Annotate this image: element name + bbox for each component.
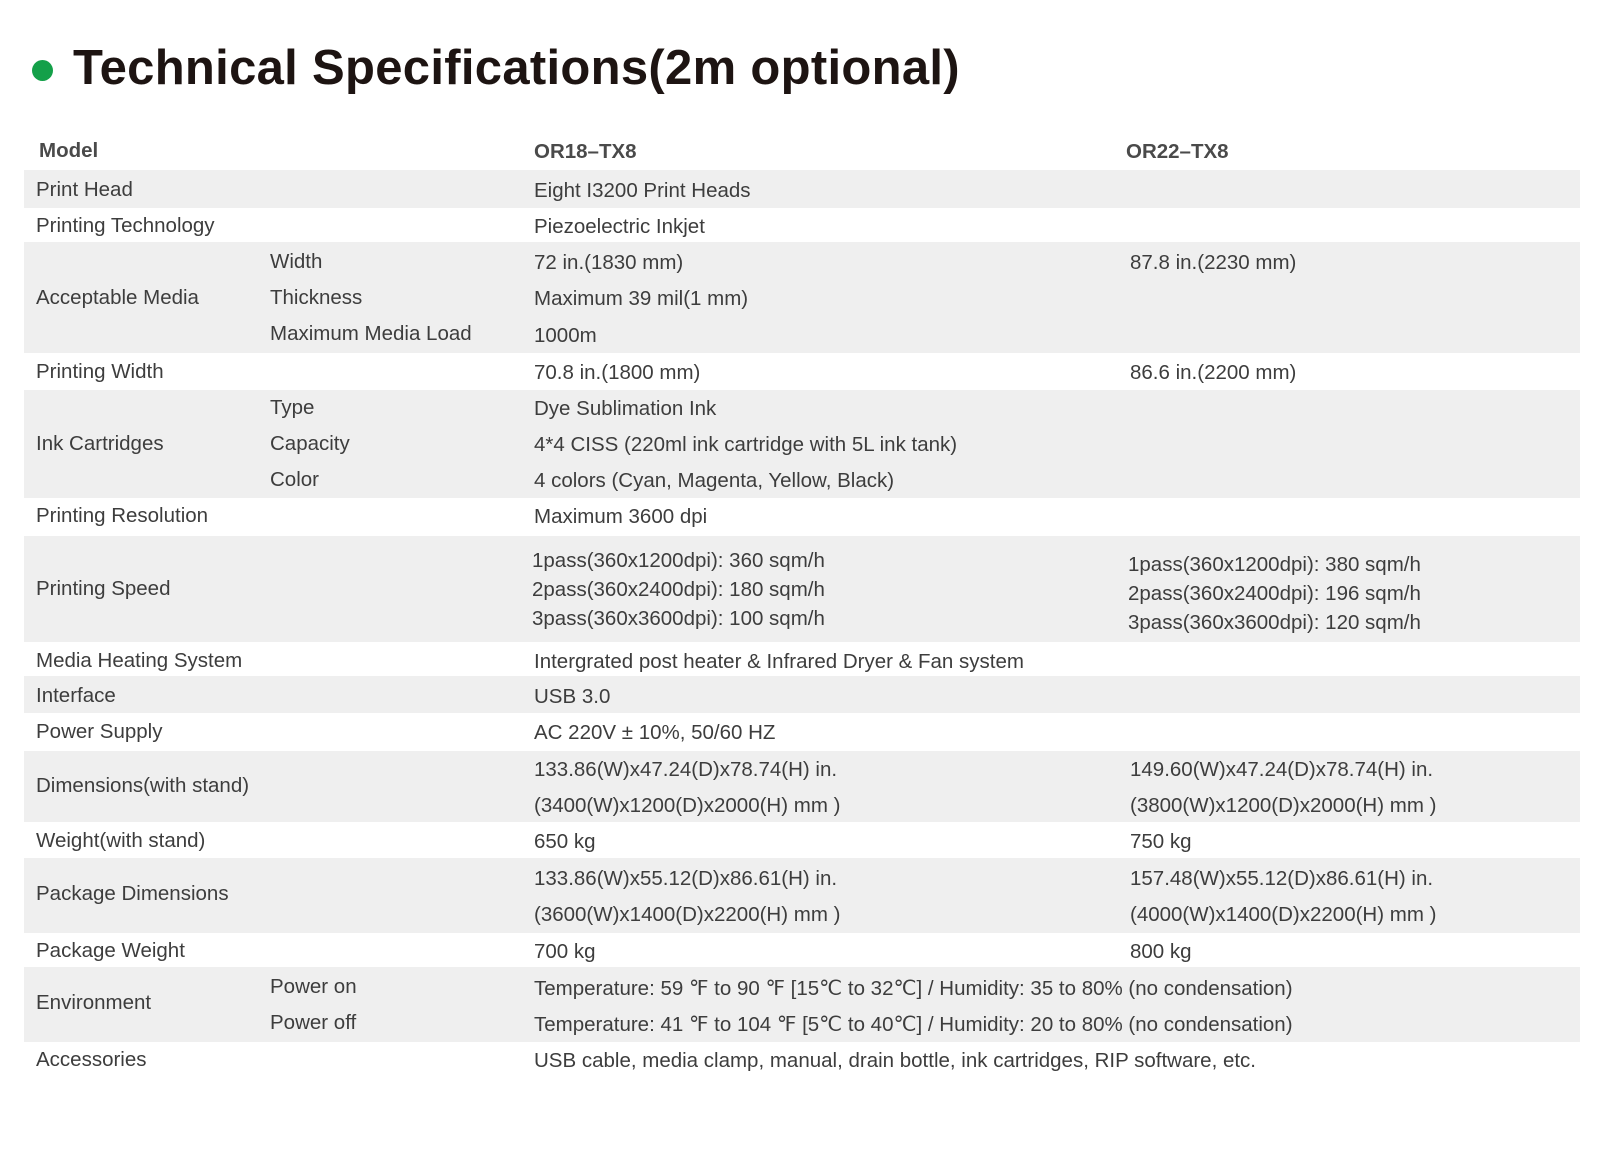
table-row (24, 676, 1580, 713)
table-row (24, 242, 1580, 353)
row-value: 72 in.(1830 mm) (534, 251, 684, 274)
row-label: Printing Resolution (36, 504, 209, 527)
speed-item: 1pass(360x1200dpi): 360 sqm/h (532, 549, 825, 572)
table-row (24, 170, 1580, 208)
row-value-2: (4000(W)x1400(D)x2200(H) mm ) (1130, 903, 1437, 926)
header-model-or18: OR18–TX8 (534, 140, 637, 163)
row-label: Interface (36, 684, 116, 707)
row-value: 4*4 CISS (220ml ink cartridge with 5L ink tank) (534, 433, 958, 456)
speed-list-or22 (1128, 550, 1421, 637)
row-value: Dye Sublimation Ink (534, 397, 717, 420)
row-label: Package Dimensions (36, 882, 229, 905)
row-value: Piezoelectric Inkjet (534, 215, 705, 238)
row-label: Printing Width (36, 360, 164, 383)
row-label: Acceptable Media (36, 286, 199, 309)
page-header (32, 38, 960, 98)
row-label: Package Weight (36, 939, 185, 962)
row-value: USB 3.0 (534, 685, 611, 708)
row-value-2: 86.6 in.(2200 mm) (1130, 361, 1297, 384)
row-label: Accessories (36, 1048, 147, 1071)
row-label: Printing Technology (36, 214, 215, 237)
green-bullet-icon (32, 60, 53, 81)
row-value: 700 kg (534, 940, 596, 963)
row-sublabel: Type (270, 396, 315, 419)
row-sublabel: Color (270, 468, 319, 491)
row-value: USB cable, media clamp, manual, drain bottle, ink cartridges, RIP software, etc. (534, 1049, 1257, 1072)
table-row (24, 536, 1580, 642)
row-value: 1000m (534, 324, 597, 347)
row-value: 650 kg (534, 830, 596, 853)
speed-item: 3pass(360x3600dpi): 120 sqm/h (1128, 611, 1421, 634)
row-label: Dimensions(with stand) (36, 774, 250, 797)
row-value-2: 800 kg (1130, 940, 1192, 963)
table-row (24, 933, 1580, 967)
row-value: (3600(W)x1400(D)x2200(H) mm ) (534, 903, 841, 926)
header-model: Model (39, 139, 99, 162)
table-row (24, 1042, 1580, 1078)
row-sublabel: Width (270, 250, 323, 273)
row-value: AC 220V ± 10%, 50/60 HZ (534, 721, 776, 744)
speed-item: 2pass(360x2400dpi): 180 sqm/h (532, 578, 825, 601)
table-row (24, 208, 1580, 242)
row-sublabel: Capacity (270, 432, 350, 455)
header-model-or22: OR22–TX8 (1126, 140, 1229, 163)
row-label: Environment (36, 991, 152, 1014)
row-value: 70.8 in.(1800 mm) (534, 361, 701, 384)
table-row (24, 967, 1580, 1042)
row-label: Media Heating System (36, 649, 243, 672)
row-value-2: 149.60(W)x47.24(D)x78.74(H) in. (1130, 758, 1434, 781)
row-sublabel: Maximum Media Load (270, 322, 472, 345)
table-row (24, 858, 1580, 933)
row-label: Printing Speed (36, 577, 171, 600)
row-value: 133.86(W)x47.24(D)x78.74(H) in. (534, 758, 838, 781)
row-value: 133.86(W)x55.12(D)x86.61(H) in. (534, 867, 838, 890)
table-header-row (24, 132, 1580, 170)
table-row (24, 390, 1580, 498)
speed-item: 3pass(360x3600dpi): 100 sqm/h (532, 607, 825, 630)
speed-list-or18 (532, 546, 825, 633)
row-value-2: (3800(W)x1200(D)x2000(H) mm ) (1130, 794, 1437, 817)
row-value: Temperature: 41 ℉ to 104 ℉ [5℃ to 40℃] / Humidity: 20 to 80% (no condensation) (534, 1013, 1293, 1036)
row-value: Maximum 3600 dpi (534, 505, 708, 528)
row-label: Print Head (36, 178, 133, 201)
table-row (24, 822, 1580, 858)
row-sublabel: Thickness (270, 286, 363, 309)
row-label: Ink Cartridges (36, 432, 164, 455)
table-row (24, 642, 1580, 676)
row-value: Maximum 39 mil(1 mm) (534, 287, 749, 310)
row-value-2: 750 kg (1130, 830, 1192, 853)
table-row (24, 751, 1580, 822)
table-row (24, 353, 1580, 390)
row-value: (3400(W)x1200(D)x2000(H) mm ) (534, 794, 841, 817)
row-label: Weight(with stand) (36, 829, 206, 852)
row-value-2: 157.48(W)x55.12(D)x86.61(H) in. (1130, 867, 1434, 890)
page-title: Technical Specifications(2m optional) (73, 41, 960, 95)
table-row (24, 713, 1580, 751)
row-value: Intergrated post heater & Infrared Dryer & Fan system (534, 650, 1024, 673)
row-sublabel: Power on (270, 975, 357, 998)
speed-item: 2pass(360x2400dpi): 196 sqm/h (1128, 582, 1421, 605)
speed-item: 1pass(360x1200dpi): 380 sqm/h (1128, 553, 1421, 576)
row-sublabel: Power off (270, 1011, 357, 1034)
row-label: Power Supply (36, 720, 163, 743)
row-value: Temperature: 59 ℉ to 90 ℉ [15℃ to 32℃] / Humidity: 35 to 80% (no condensation) (534, 977, 1293, 1000)
table-row (24, 498, 1580, 536)
row-value: Eight I3200 Print Heads (534, 179, 751, 202)
row-value-2: 87.8 in.(2230 mm) (1130, 251, 1297, 274)
row-value: 4 colors (Cyan, Magenta, Yellow, Black) (534, 469, 895, 492)
